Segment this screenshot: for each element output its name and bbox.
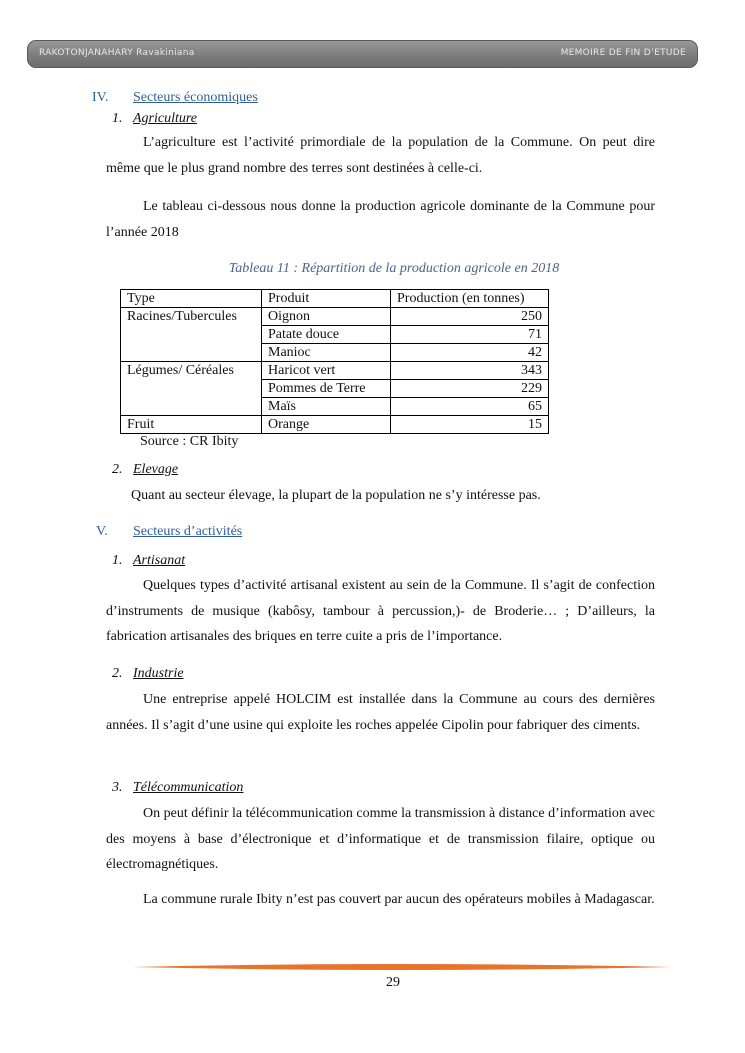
production-cell: 343 xyxy=(391,362,549,380)
production-cell: 65 xyxy=(391,398,549,416)
table-header-row xyxy=(121,290,549,308)
production-cell: 71 xyxy=(391,326,549,344)
elevage-paragraph: Quant au secteur élevage, la plupart de la population ne s’y intéresse pas. xyxy=(131,488,541,503)
artisanat-paragraph: Quelques types d’activité artisanal existent au sein de la Commune. Il s’agit de confection d’instruments de musique (kabôsy, tambour à percussion,)- de Broderie… ; D’ailleurs, la fabrication artisanales des briques en terre cuite a pris de l’importance. xyxy=(106,578,655,644)
production-cell: 250 xyxy=(391,308,549,326)
header-cell: Production (en tonnes) xyxy=(391,290,549,308)
section-title: Secteurs d’activités xyxy=(133,524,243,539)
production-table xyxy=(120,289,549,434)
telecom-paragraph-2: La commune rurale Ibity n’est pas couvert par aucun des opérateurs mobiles à Madagascar. xyxy=(143,892,655,907)
header-cell: Produit xyxy=(262,290,391,308)
subsection-title: Agriculture xyxy=(133,111,198,126)
subsection-number: 2. xyxy=(112,462,123,477)
product-cell: Manioc xyxy=(262,344,391,362)
subsection-number: 1. xyxy=(112,111,123,126)
product-cell: Pommes de Terre xyxy=(262,380,391,398)
table-caption: Tableau 11 : Répartition de la production agricole en 2018 xyxy=(228,261,560,276)
subsection-number: 1. xyxy=(112,553,123,568)
agriculture-paragraph-2: Le tableau ci-dessous nous donne la production agricole dominante de la Commune pour l’année 2018 xyxy=(106,199,655,240)
subsection-number: 2. xyxy=(112,666,123,681)
section-number: IV. xyxy=(92,90,109,105)
product-cell: Maïs xyxy=(262,398,391,416)
type-cell: Racines/Tubercules xyxy=(121,308,262,362)
table-row xyxy=(121,308,549,326)
product-cell: Oignon xyxy=(262,308,391,326)
page-header-banner xyxy=(27,40,698,68)
product-cell: Haricot vert xyxy=(262,362,391,380)
table-source: Source : CR Ibity xyxy=(140,434,239,449)
header-cell: Type xyxy=(121,290,262,308)
table-row xyxy=(121,362,549,380)
footer-decorative-line xyxy=(132,963,672,971)
product-cell: Patate douce xyxy=(262,326,391,344)
subsection-title: Elevage xyxy=(133,462,179,477)
header-author: RAKOTONJANAHARY Ravakiniana xyxy=(39,48,195,58)
production-cell: 15 xyxy=(391,416,549,434)
production-cell: 42 xyxy=(391,344,549,362)
section-number: V. xyxy=(96,524,108,539)
telecom-paragraph-1: On peut définir la télécommunication comme la transmission à distance d’information avec des moyens à base d’électronique et d’informatique et de transmission filaire, optique ou électromagnétiques. xyxy=(106,806,656,872)
production-cell: 229 xyxy=(391,380,549,398)
header-document-type: MEMOIRE DE FIN D’ETUDE xyxy=(560,48,686,58)
subsection-number: 3. xyxy=(112,780,123,795)
product-cell: Orange xyxy=(262,416,391,434)
section-title: Secteurs économiques xyxy=(133,90,258,105)
subsection-title: Industrie xyxy=(133,666,184,681)
page-number: 29 xyxy=(386,975,400,990)
agriculture-paragraph-1: L’agriculture est l’activité primordiale de la population de la Commune. On peut dire même que le plus grand nombre des terres sont destinées à celle-ci. xyxy=(106,135,655,176)
subsection-title: Artisanat xyxy=(133,553,186,568)
type-cell: Fruit xyxy=(121,416,262,434)
subsection-title: Télécommunication xyxy=(133,780,244,795)
type-cell: Légumes/ Céréales xyxy=(121,362,262,416)
table-row xyxy=(121,416,549,434)
industrie-paragraph: Une entreprise appelé HOLCIM est installée dans la Commune au cours des dernières années. Il s’agit d’une usine qui exploite les roches appelée Cipolin pour fabriquer des ciments. xyxy=(106,692,655,733)
